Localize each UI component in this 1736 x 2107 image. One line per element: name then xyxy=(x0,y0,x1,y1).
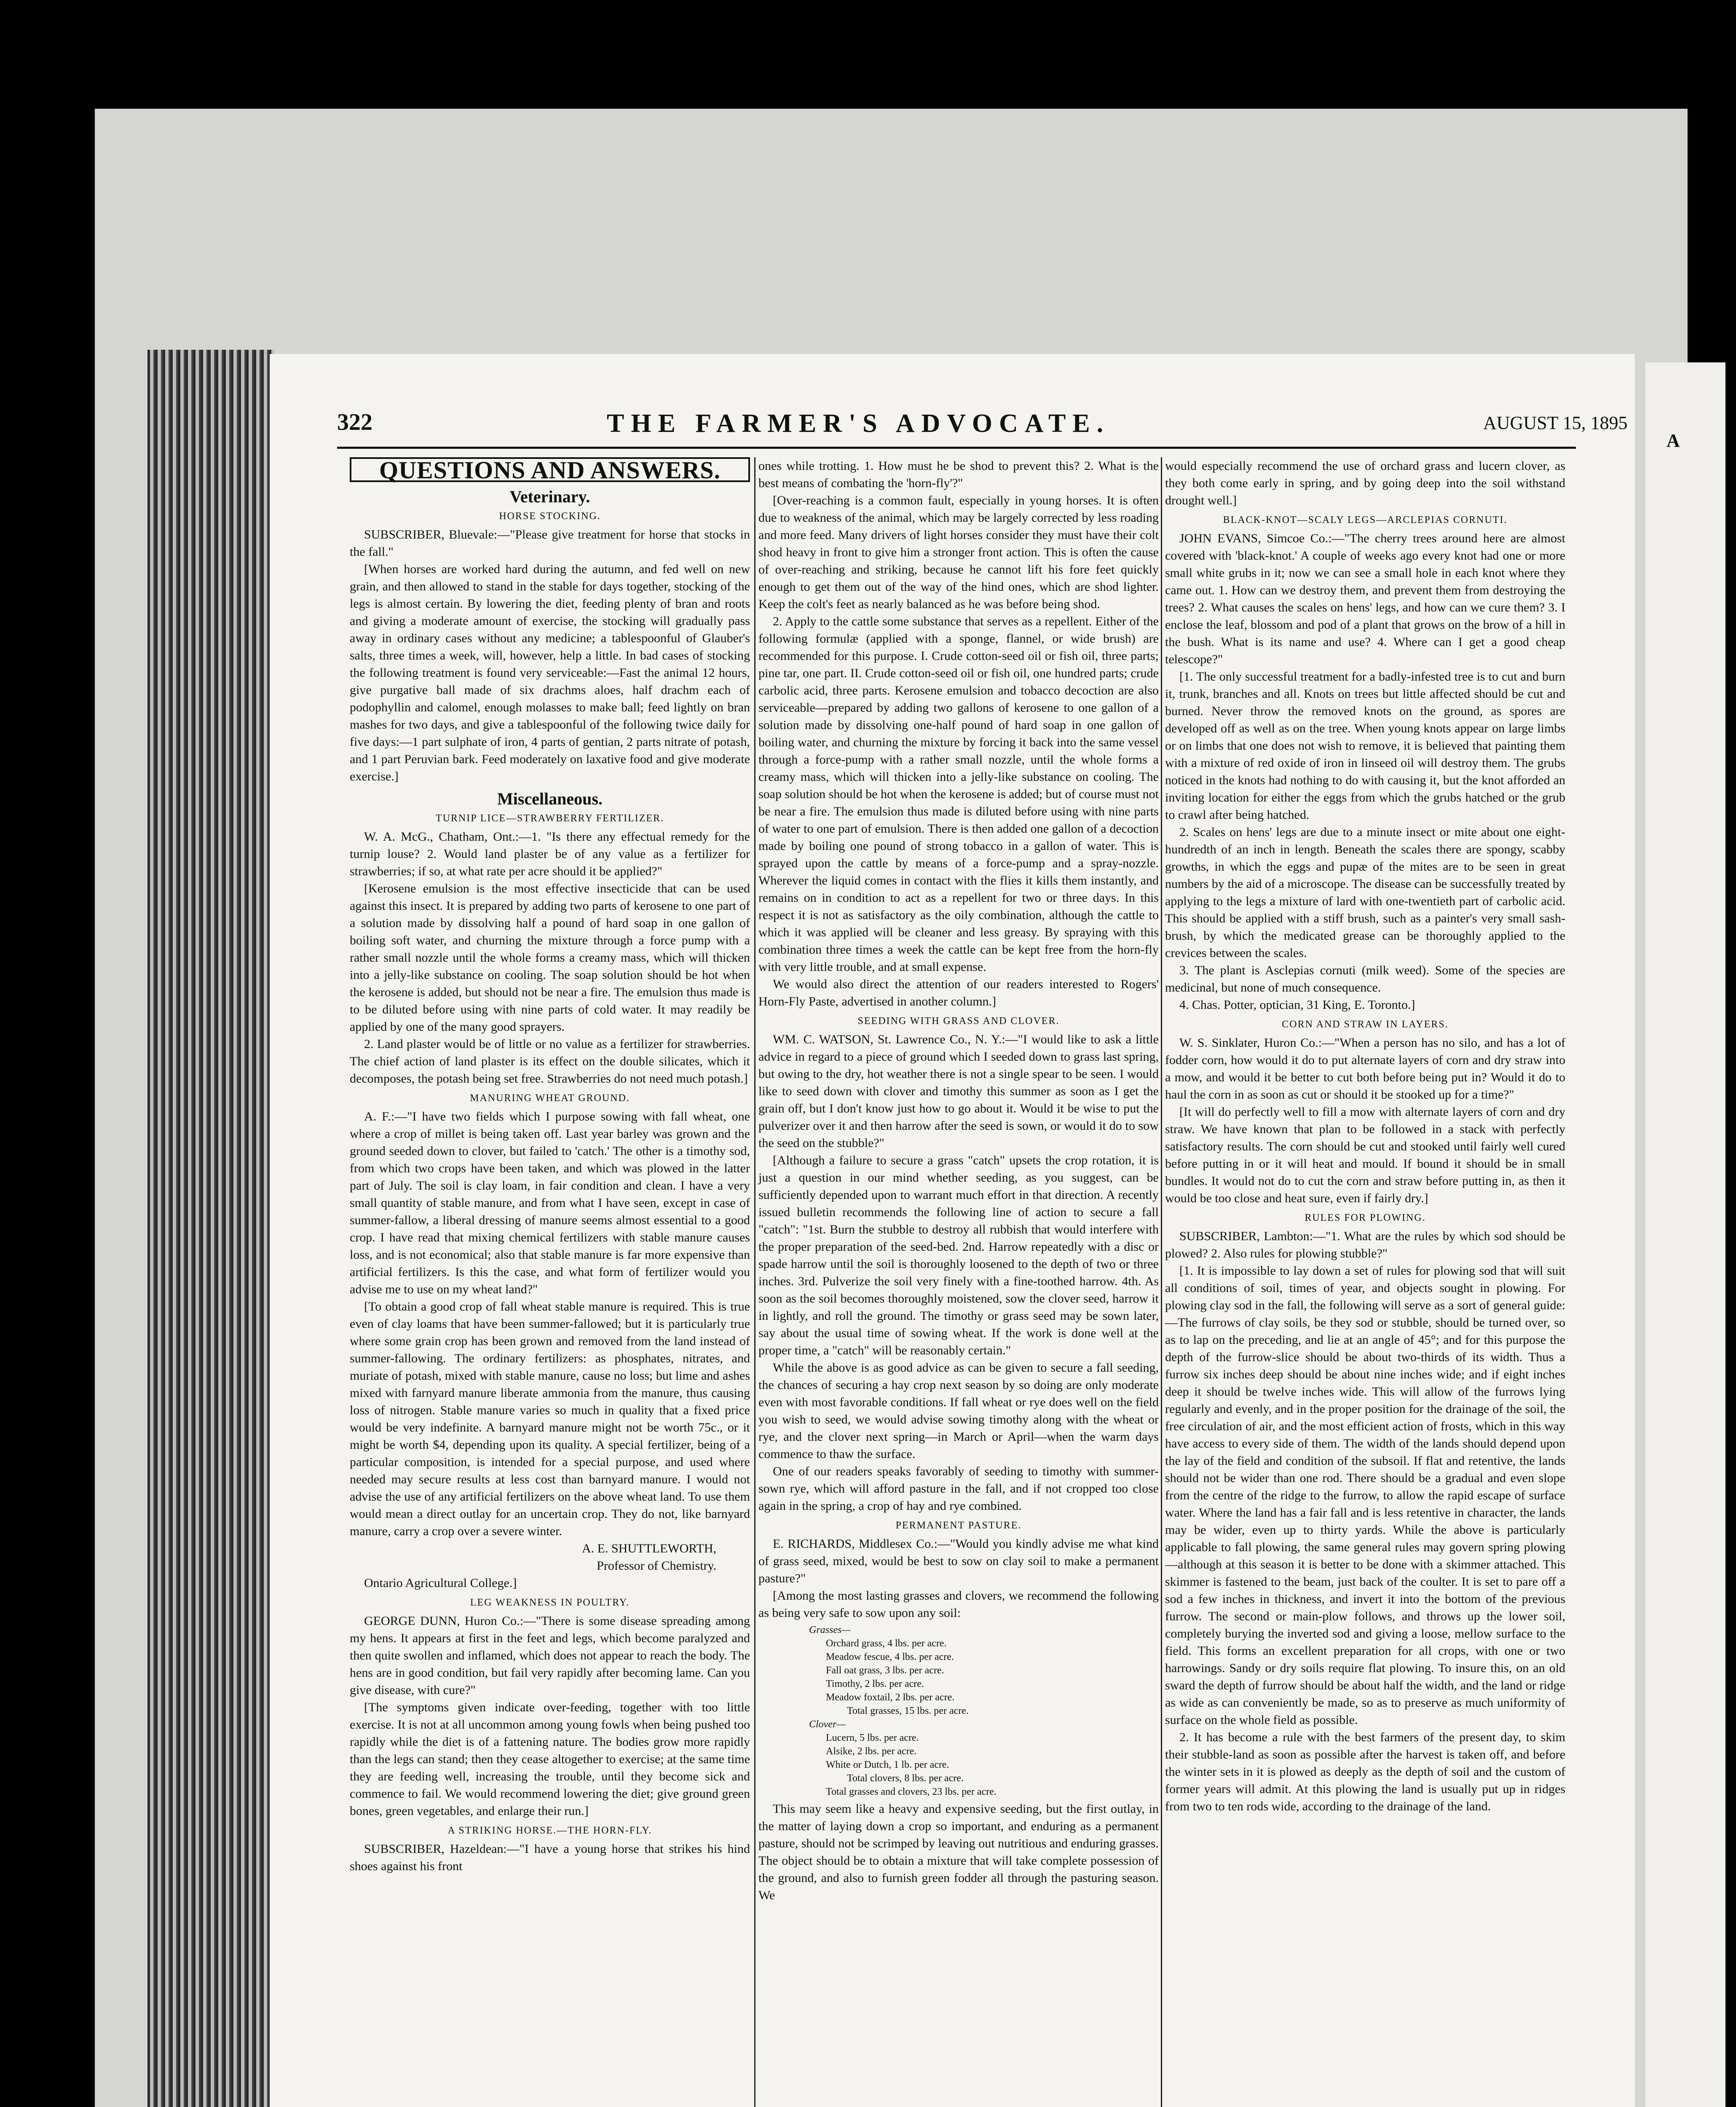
question-text: SUBSCRIBER, Lambton:—"1. What are the rules by which sod should be plowed? 2. Also rules for plowing stubble?" xyxy=(1165,1229,1565,1260)
seed-mixture-list xyxy=(809,1623,1159,1799)
question-text: W. A. McG., Chatham, Ont.:—1. "Is there any effectual remedy for the turnip louse? 2. Would land plaster be of any value as a fertilizer for strawberries; if so, at what rate per acre should it be applied?" xyxy=(350,830,750,878)
topic-heading: HORSE STOCKING. xyxy=(499,511,601,522)
topic-heading: A STRIKING HORSE.—THE HORN-FLY. xyxy=(447,1825,652,1836)
page-header xyxy=(337,409,1685,447)
veterinary-heading: Veterinary. xyxy=(509,487,590,506)
list-item: Fall oat grass, 3 lbs. per acre. xyxy=(826,1665,944,1676)
signature-name: A. E. SHUTTLEWORTH, xyxy=(582,1541,716,1555)
list-item: Orchard grass, 4 lbs. per acre. xyxy=(826,1638,947,1649)
answer-text: 2. Scales on hens' legs are due to a minute insect or mite about one eight-hundredth of an inch in length. Beneath the scales there are spongy, scabby growths, in which the eggs and pupæ of the mites are to be seen in great numbers by the aid of a microscope. The disease can be successfully treated by applying to the legs a mixture of lard with one-twentieth part of carbolic acid. This should be applied with a stiff brush, such as a painter's very small sash-brush, by which the medicated grease can be thoroughly applied to the crevices between the scales. xyxy=(1165,825,1565,960)
answer-text: [Among the most lasting grasses and clovers, we recommend the following as being very safe to sow upon any soil: xyxy=(758,1589,1159,1620)
header-rule xyxy=(337,447,1576,449)
list-item: Meadow foxtail, 2 lbs. per acre. xyxy=(826,1692,955,1703)
answer-text: [Kerosene emulsion is the most effective insecticide that can be used against this insect. It is prepared by adding two parts of kerosene to one part of a solution made by dissolving half a pound of hard soap in one gallon of boiling soft water, and churning the mixture through a force pump with a rather small nozzle until the whole forms a creamy mass, which will thicken into a jelly-like substance on cooling. The soap solution should be hot when the kerosene is added, but should not be near a fire. The emulsion thus made is to be diluted before using with nine parts of cold water. It may readily be applied by one of the many good sprayers. xyxy=(350,882,750,1034)
answer-text: [To obtain a good crop of fall wheat stable manure is required. This is true even of clay loams that have been summer-fallowed; but it is particularly true where some grain crop has been grown and removed from the land instead of summer-fallowing. The ordinary fertilizers: as phosphates, nitrates, and muriate of potash, mixed with stable manure, cause no loss; but lime and ashes mixed with farnyard manure liberate ammonia from the manure, thus causing loss of nitrogen. Stable manure varies so much in quality that a fixed price would be very indefinite. A barnyard manure might not be worth 75c., or it might be worth $4, depending upon its quality. A special fertilizer, being of a particular composition, is intended for a special purpose, and used where needed may secure results at less cost than barnyard manure. I would not advise the use of any artificial fertilizers on the above wheat land. To use them would mean a direct outlay for an uncertain crop. They do not, like barnyard manure, carry a crop over a severe winter. xyxy=(350,1300,750,1538)
section-title-box: QUESTIONS AND ANSWERS. xyxy=(350,457,750,482)
answer-text: [1. The only successful treatment for a badly-infested tree is to cut and burn it, trunk, branches and all. Knots on trees but little affected should be cut and burned. Never throw the removed knots on the ground, as spores are developed off as well as on the tree. When young knots appear on large limbs or on limbs that one does not wish to remove, it is believed that painting them with a mixture of red oxide of iron in linseed oil will destroy them. The grubs noticed in the knots had nothing to do with causing it, but the knot afforded an inviting location for either the eggs from which the grubs hatched or the grub to crawl after being hatched. xyxy=(1165,670,1565,822)
list-item: Timothy, 2 lbs. per acre. xyxy=(826,1678,924,1689)
list-total: Total clovers, 8 lbs. per acre. xyxy=(847,1773,964,1784)
answer-text: 3. The plant is Asclepias cornuti (milk weed). Some of the species are medicinal, but none of much consequence. xyxy=(1165,963,1565,995)
issue-date: AUGUST 15, 1895 xyxy=(1483,413,1628,433)
signature-title: Professor of Chemistry. xyxy=(597,1559,716,1573)
question-text: A. F.:—"I have two fields which I purpose sowing with fall wheat, one where a crop of millet is being taken off. Last year barley was grown and the ground seeded down to clover, but failed to 'catch.' The other is a timothy sod, from which two crops have been taken, and which was plowed in the latter part of July. The soil is clay loam, in fair condition and clean. I have a very small quantity of stable manure, and from what I have seen, except in case of summer-fallow, a liberal dressing of manure seems almost essential to a good crop. I have read that mixing chemical fertilizers with stable manure causes loss, and is not economical; also that stable manure is far more expensive than artificial fertilizers. Is this the case, and what form of fertilizer would you advise me to use on my wheat land?" xyxy=(350,1110,750,1296)
column-2 xyxy=(758,457,1159,1904)
list-item: Lucern, 5 lbs. per acre. xyxy=(826,1732,919,1743)
facing-page-letter: A xyxy=(1666,430,1680,451)
column-divider xyxy=(1161,457,1162,2107)
newspaper-page xyxy=(270,354,1635,2107)
column-1 xyxy=(350,457,750,1875)
question-text: WM. C. WATSON, St. Lawrence Co., N. Y.:—"I would like to ask a little advice in regard to a piece of ground which I seeded down to grass last spring, but owing to the dry, hot weather there is not a single spear to be seen. I would like to seed down with clover and timothy this summer as soon as I get the grain off, but I don't know just how to go about it. Would it be wise to put the pulverizer over it and then harrow after the seed is sown, or would it do to sow the seed on the stubble?" xyxy=(758,1032,1159,1150)
topic-heading: TURNIP LICE—STRAWBERRY FERTILIZER. xyxy=(435,813,664,824)
topic-heading: PERMANENT PASTURE. xyxy=(895,1520,1022,1531)
list-item: White or Dutch, 1 lb. per acre. xyxy=(826,1759,949,1770)
answer-text: 2. Land plaster would be of little or no value as a fertilizer for strawberries. The chief action of land plaster is its effect on the double silicates, which it decomposes, the potash being set free. Strawberries do not need much potash.] xyxy=(350,1037,750,1086)
topic-heading: SEEDING WITH GRASS AND CLOVER. xyxy=(857,1016,1060,1027)
question-text: SUBSCRIBER, Bluevale:—"Please give treatment for horse that stocks in the fall." xyxy=(350,528,750,559)
question-text: E. RICHARDS, Middlesex Co.:—"Would you kindly advise me what kind of grass seed, mixed, would be best to sow on clay soil to make a permanent pasture?" xyxy=(758,1537,1159,1585)
answer-text: 2. It has become a rule with the best farmers of the present day, to skim their stubble-land as soon as possible after the harvest is taken off, and before the winter sets in it is plowed as deeply as the depth of soil and the custom of former years will admit. At this plowing the land is usually put up in ridges from two to ten rods wide, according to the drainage of the land. xyxy=(1165,1730,1565,1813)
column-3 xyxy=(1165,457,1565,1815)
masthead-title: THE FARMER'S ADVOCATE. xyxy=(607,409,1110,438)
question-text: W. S. Sinklater, Huron Co.:—"When a person has no silo, and has a lot of fodder corn, how would it do to put alternate layers of corn and dry straw into a mow, and would it be better to cut both before being put in? Would it do to haul the corn in as soon as cut or should it be stooked up for a time?" xyxy=(1165,1036,1565,1102)
list-total: Total grasses, 15 lbs. per acre. xyxy=(847,1705,969,1716)
topic-heading: BLACK-KNOT—SCALY LEGS—ARCLEPIAS CORNUTI. xyxy=(1223,515,1508,525)
answer-text: 2. Apply to the cattle some substance that serves as a repellent. Either of the following formulæ (applied with a sponge, flannel, or wide brush) are recommended for this purpose. I. Crude cotton-seed oil or fish oil, three parts; pine tar, one part. II. Crude cotton-seed oil or fish oil, one hundred parts; crude carbolic acid, three parts. Kerosene emulsion and tobacco decoction are also serviceable—prepared by adding two gallons of kerosene to one gallon of a solution made by dissolving one-half pound of hard soap in one gallon of boiling water, and churning the mixture by forcing it back into the same vessel through a force-pump with a rather small nozzle, until the whole forms a creamy mass, which will thicken into a jelly-like substance on cooling. The soap solution should be hot when the kerosene is added; but of course must not be near a fire. The emulsion thus made is diluted before using with nine parts of water to one part of emulsion. There is then added one gallon of a decoction made by boiling one pound of strong tobacco in a gallon of water. This is sprayed upon the cattle by means of a force-pump and a spray-nozzle. Wherever the liquid comes in contact with the flies it kills them instantly, and remains on in condition to act as a repellent for two or three days. In this respect it is not as satisfactory as the oily combination, although the cattle to which it was applied will be cleaner and less greasy. By spraying with this combination three times a week the cattle can be kept free from the horn-fly with very little trouble, and at small expense. xyxy=(758,614,1159,974)
answer-text: [When horses are worked hard during the autumn, and fed well on new grain, and then allowed to stand in the stable for days together, stocking of the legs is almost certain. By lowering the diet, feeding plenty of bran and roots and giving a moderate amount of exercise, the stocking will gradually pass away in ordinary cases without any medicine; a tablespoonful of Glauber's salts, three times a week, will, however, help a little. In bad cases of stocking the following treatment is found very serviceable:—Fast the animal 12 hours, give purgative ball made of six drachms aloes, half drachm each of podophyllin and calomel, enough molasses to make ball; feed lightly on bran mashes for two days, and give a tablespoonful of the following twice daily for five days:—1 part sulphate of iron, 4 parts of gentian, 2 parts nitrate of potash, and 1 part Peruvian bark. Feed moderately on laxative food and give moderate exercise.] xyxy=(350,562,750,783)
page-number: 322 xyxy=(337,409,372,435)
answer-text: One of our readers speaks favorably of seeding to timothy with summer-sown rye, which will afford pasture in the fall, and if not cropped too close again in the spring, a crop of hay and rye combined. xyxy=(758,1464,1159,1513)
list-item: Alsike, 2 lbs. per acre. xyxy=(826,1746,917,1757)
list-total: Total grasses and clovers, 23 lbs. per acre. xyxy=(826,1786,997,1797)
list-item: Meadow fescue, 4 lbs. per acre. xyxy=(826,1651,954,1662)
column-divider xyxy=(754,457,755,2107)
answer-text: 4. Chas. Potter, optician, 31 King, E. Toronto.] xyxy=(1179,998,1415,1012)
list-heading: Clover— xyxy=(809,1719,846,1730)
answer-text: would especially recommend the use of orchard grass and lucern clover, as they both come early in spring, and by going deep into the soil withstand drought well.] xyxy=(1165,459,1565,507)
book-page-edges xyxy=(147,350,274,2107)
answer-text: We would also direct the attention of our readers interested to Rogers' Horn-Fly Paste, advertised in another column.] xyxy=(758,977,1159,1008)
answer-text: [It will do perfectly well to fill a mow with alternate layers of corn and dry straw. We have known that plan to be followed in a stack with perfectly satisfactory results. The corn should be cut and stooked until fairly well cured before putting in or it will heat and mould. If bound it should be in small bundles. It would not do to cut the corn and straw before putting in, as then it would be too close and heat sure, even if fairly dry.] xyxy=(1165,1105,1565,1205)
answer-text: This may seem like a heavy and expensive seeding, but the first outlay, in the matter of laying down a crop so important, and enduring as a permanent pasture, should not be scrimped by leaving out nutritious and enduring grasses. The object should be to obtain a mixture that will take complete possession of the ground, and also to furnish green fodder all through the pasturing season. We xyxy=(758,1802,1159,1902)
question-text: JOHN EVANS, Simcoe Co.:—"The cherry trees around here are almost covered with 'black-knot.' A couple of weeks ago every knot had one or more small white grubs in it; now we can see a small hole in each knot where they came out. 1. How can we destroy them, and prevent them from destroying the trees? 2. What causes the scales on hens' legs, and how can we cure them? 3. I enclose the leaf, blossom and pod of a plant that grows on the brow of a hill in the bush. What is its name and use? 4. Where can I get a good cheap telescope?" xyxy=(1165,531,1565,666)
question-text: ones while trotting. 1. How must he be shod to prevent this? 2. What is the best means of combating the 'horn-fly'?" xyxy=(758,459,1159,490)
list-heading: Grasses— xyxy=(809,1624,851,1635)
answer-text: [Although a failure to secure a grass "catch" upsets the crop rotation, it is just a question in our mind whether seeding, as you suggest, can be sufficiently depended upon to warrant much effort in that direction. A recently issued bulletin recommends the following line of action to secure a fall "catch": "1st. Burn the stubble to destroy all rubbish that would interfere with the proper preparation of the seed-bed. 2nd. Harrow repeatedly with a disc or spade harrow until the soil is thoroughly loosened to the depth of two or three inches. 3rd. Pulverize the soil very finely with a fine-toothed harrow. 4th. As soon as the soil becomes thoroughly moistened, sow the clover seed, harrow it in lightly, and roll the ground. The timothy or grass seed may be sown later, say about the usual time of sowing wheat. If the work is done well at the proper time, a "catch" will be reasonably certain." xyxy=(758,1153,1159,1357)
answer-text: While the above is as good advice as can be given to secure a fall seeding, the chances of securing a hay crop next season by so doing are only moderate even with most favorable conditions. If fall wheat or rye does well on the field you wish to seed, we would advise sowing timothy along with the wheat or rye, and the clover next spring—in March or April—when the warm days commence to thaw the surface. xyxy=(758,1361,1159,1461)
signature-institution: Ontario Agricultural College.] xyxy=(364,1576,517,1590)
miscellaneous-heading: Miscellaneous. xyxy=(497,789,603,808)
question-text: GEORGE DUNN, Huron Co.:—"There is some disease spreading among my hens. It appears at first in the feet and legs, which become paralyzed and then quite swollen and inflamed, which does not appear to reach the body. The hens are in good condition, but fail very rapidly after becoming lame. Can you give disease, with cure?" xyxy=(350,1614,750,1697)
question-text: SUBSCRIBER, Hazeldean:—"I have a young horse that strikes his hind shoes against his front xyxy=(350,1842,750,1873)
answer-text: [Over-reaching is a common fault, especially in young horses. It is often due to weakness of the animal, which may be largely corrected by less roading and more feed. Many drivers of light horses consider they must have their colt shod heavy in front to give him a stronger front action. This is often the cause of over-reaching and striking, because he cannot lift his fore feet quickly enough to get them out of the way of the hind ones, which are shod lighter. Keep the colt's feet as nearly balanced as he was before being shod. xyxy=(758,493,1159,611)
topic-heading: MANURING WHEAT GROUND. xyxy=(470,1093,630,1104)
answer-text: [1. It is impossible to lay down a set of rules for plowing sod that will suit all conditions of soil, times of year, and objects sought in plowing. For plowing clay sod in the fall, the following will serve as a sort of general guide:—The furrows of clay soils, be they sod or stubble, should be turned over, so as to lap on the preceding, and lie at an angle of 45°; and for this purpose the depth of the furrow-slice should be about two-thirds of its width. Thus a furrow six inches deep should be about nine inches wide; and if eight inches deep it should be twelve inches wide. This will allow of the furrows lying regularly and evenly, and in the proper position for the drainage of the soil, the free circulation of air, and the most efficient action of frosts, which in this way have access to every side of them. The width of the lands should depend upon the lay of the field and condition of the subsoil. If flat and retentive, the lands should not be wider than one rod. There should be a gradual and even slope from the centre of the ridge to the furrow, to allow the rapid escape of surface water. Where the land has a fair fall and is less retentive in character, the lands may be wider, even up to thirty yards. While the above is particularly applicable to fall plowing, the same general rules may govern spring plowing—although at this season it is better to be done with a skimmer attached. This skimmer is fastened to the beam, just back of the coulter. It is set to pare off a sod a few inches in thickness, and invert it into the bottom of the previous furrow. The second or main-plow follows, and throws up the lower soil, completely burying the inverted sod and giving a loose, mellow surface to the field. This forms an excellent preparation for all crops, with one or two harrowings. Sandy or dry soils require flat plowing. To insure this, on an old sward the depth of furrow should be about half the width, and the land or ridge as wide as can conveniently be made, so as to preserve as much uniformity of surface on the whole field as possible. xyxy=(1165,1264,1565,1727)
answer-text: [The symptoms given indicate over-feeding, together with too little exercise. It is not at all uncommon among young fowls when being pushed too rapidly while the diet is of a fattening nature. The bodies grow more rapidly than the legs can stand; then they cease altogether to exercise; at the same time they are feeding well, increasing the trouble, until they become sick and commence to fail. We would recommend lowering the diet; give ground green bones, green vegetables, and enlarge their run.] xyxy=(350,1700,750,1818)
topic-heading: LEG WEAKNESS IN POULTRY. xyxy=(470,1597,630,1608)
topic-heading: RULES FOR PLOWING. xyxy=(1305,1212,1426,1223)
topic-heading: CORN AND STRAW IN LAYERS. xyxy=(1282,1019,1449,1030)
facing-page-strip xyxy=(1645,362,1725,2107)
